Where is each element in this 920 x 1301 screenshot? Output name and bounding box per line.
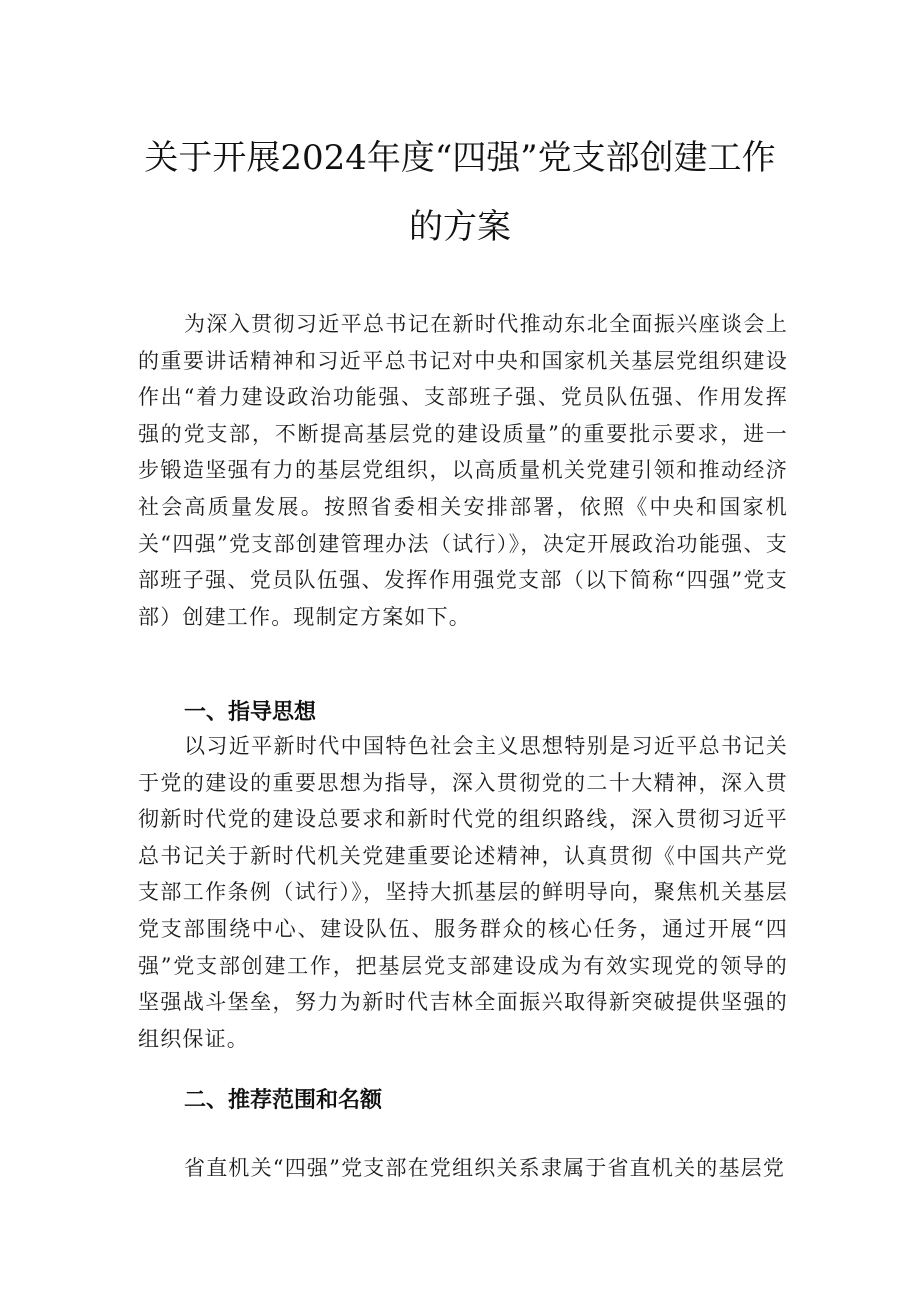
section-heading-scope-and-quota: 二、推荐范围和名额 [184, 1088, 383, 1113]
intro-paragraph: 为深入贯彻习近平总书记在新时代推动东北全面振兴座谈会上的重要讲话精神和习近平总书记对中央和国家机关基层党组织建设作出“着力建设政治功能强、支部班子强、党员队伍强、作用发挥强的党支部，不断提高基层党的建设质量”的重要批示要求，进一步锻造坚强有力的基层党组织，以高质量机关党建引领和推动经济社会高质量发展。按照省委相关安排部署，依照《中央和国家机关“四强”党支部创建管理办法（试行）》，决定开展政治功能强、支部班子强、党员队伍强、发挥作用强党支部（以下简称“四强”党支部）创建工作。现制定方案如下。 [138, 312, 788, 629]
document-title-line-2: 的方案 [409, 207, 511, 247]
scope-and-quota-paragraph: 省直机关“四强”党支部在党组织关系隶属于省直机关的基层党 [184, 1156, 786, 1180]
section-heading-guiding-ideology: 一、指导思想 [184, 700, 317, 725]
document-title-line-1: 关于开展2024年度“四强”党支部创建工作 [144, 138, 776, 178]
guiding-ideology-paragraph: 以习近平新时代中国特色社会主义思想特别是习近平总书记关于党的建设的重要思想为指导，深入贯彻党的二十大精神，深入贯彻新时代党的建设总要求和新时代党的组织路线，深入贯彻习近平总书记关于新时代机关党建重要论述精神，认真贯彻《中国共产党支部工作条例（试行）》，坚持大抓基层的鲜明导向，聚焦机关基层党支部围绕中心、建设队伍、服务群众的核心任务，通过开展“四强”党支部创建工作，把基层党支部建设成为有效实现党的领导的坚强战斗堡垒，努力为新时代吉林全面振兴取得新突破提供坚强的组织保证。 [138, 734, 788, 1051]
